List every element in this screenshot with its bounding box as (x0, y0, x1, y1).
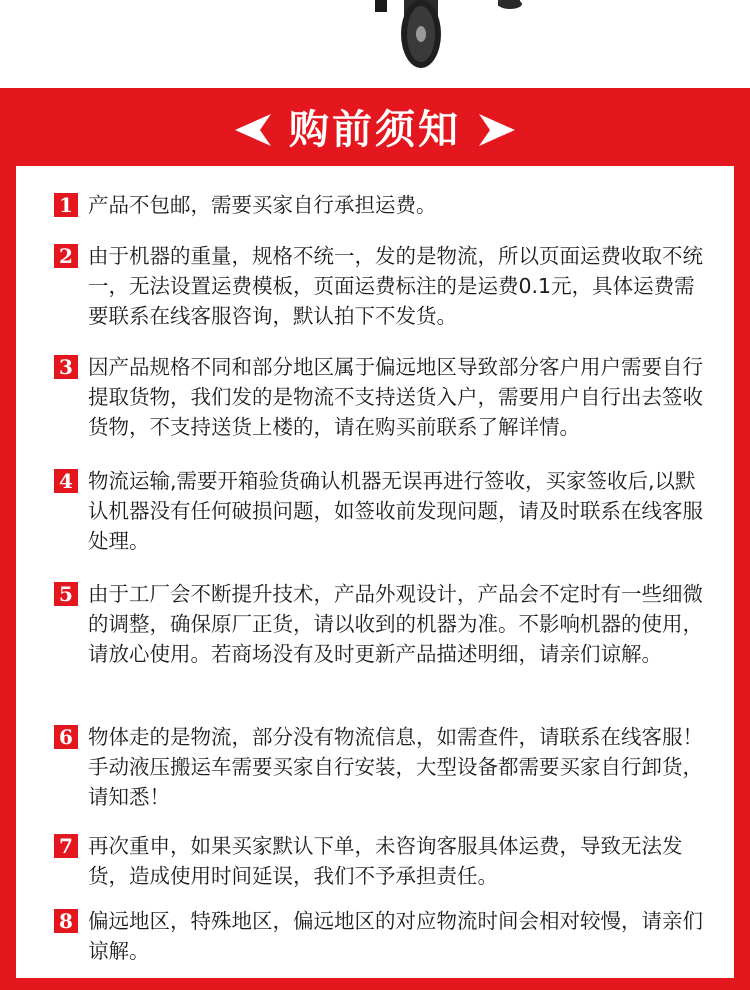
notice-text: 物体走的是物流，部分没有物流信息，如需查件，请联系在线客服！手动液压搬运车需要买家自行安装，大型设备都需要买家自行卸货，请知悉！ (88, 725, 703, 809)
notice-item (54, 579, 704, 669)
notice-text: 由于工厂会不断提升技术，产品外观设计，产品会不定时有一些细微的调整，确保原厂正货，请以收到的机器为准。不影响机器的使用，请放心使用。若商场没有及时更新产品描述明细，请亲们谅解。 (88, 582, 703, 666)
arrow-left-icon (235, 110, 271, 150)
caster-wheel-image (0, 0, 750, 88)
notice-item (54, 906, 704, 966)
notice-header (0, 88, 750, 166)
notice-number-badge: 2 (54, 244, 78, 268)
notice-text: 再次重申，如果买家默认下单，未咨询客服具体运费，导致无法发货，造成使用时间延误，我们不予承担责任。 (88, 834, 683, 888)
notice-number-badge: 6 (54, 725, 78, 749)
notice-item (54, 190, 704, 220)
notice-item (54, 831, 704, 891)
notice-text: 偏远地区，特殊地区，偏远地区的对应物流时间会相对较慢，请亲们谅解。 (88, 909, 703, 963)
notice-item (54, 241, 704, 331)
notice-number-badge: 5 (54, 582, 78, 606)
notice-item (54, 466, 704, 556)
arrow-right-icon (479, 110, 515, 150)
notice-panel (0, 88, 750, 990)
notice-number-badge: 7 (54, 834, 78, 858)
notice-text: 因产品规格不同和部分地区属于偏远地区导致部分客户用户需要自行提取货物，我们发的是物流不支持送货入户，需要用户自行出去签收货物，不支持送货上楼的，请在购买前联系了解详情。 (88, 355, 703, 439)
page-title: 购前须知 (289, 107, 461, 153)
notice-text: 产品不包邮，需要买家自行承担运费。 (88, 193, 437, 217)
notice-item (54, 722, 704, 812)
notice-card (16, 166, 734, 978)
notice-number-badge: 1 (54, 193, 78, 217)
notice-number-badge: 4 (54, 469, 78, 493)
notice-number-badge: 3 (54, 355, 78, 379)
notice-number-badge: 8 (54, 909, 78, 933)
notice-item (54, 352, 704, 442)
notice-text: 由于机器的重量，规格不统一，发的是物流，所以页面运费收取不统一，无法设置运费模板，页面运费标注的是运费0.1元，具体运费需要联系在线客服咨询，默认拍下不发货。 (88, 244, 703, 328)
product-photo-fragment (0, 0, 750, 88)
notice-text: 物流运输,需要开箱验货确认机器无误再进行签收，买家签收后,以默认机器没有任何破损问题，如签收前发现问题，请及时联系在线客服处理。 (88, 469, 703, 553)
